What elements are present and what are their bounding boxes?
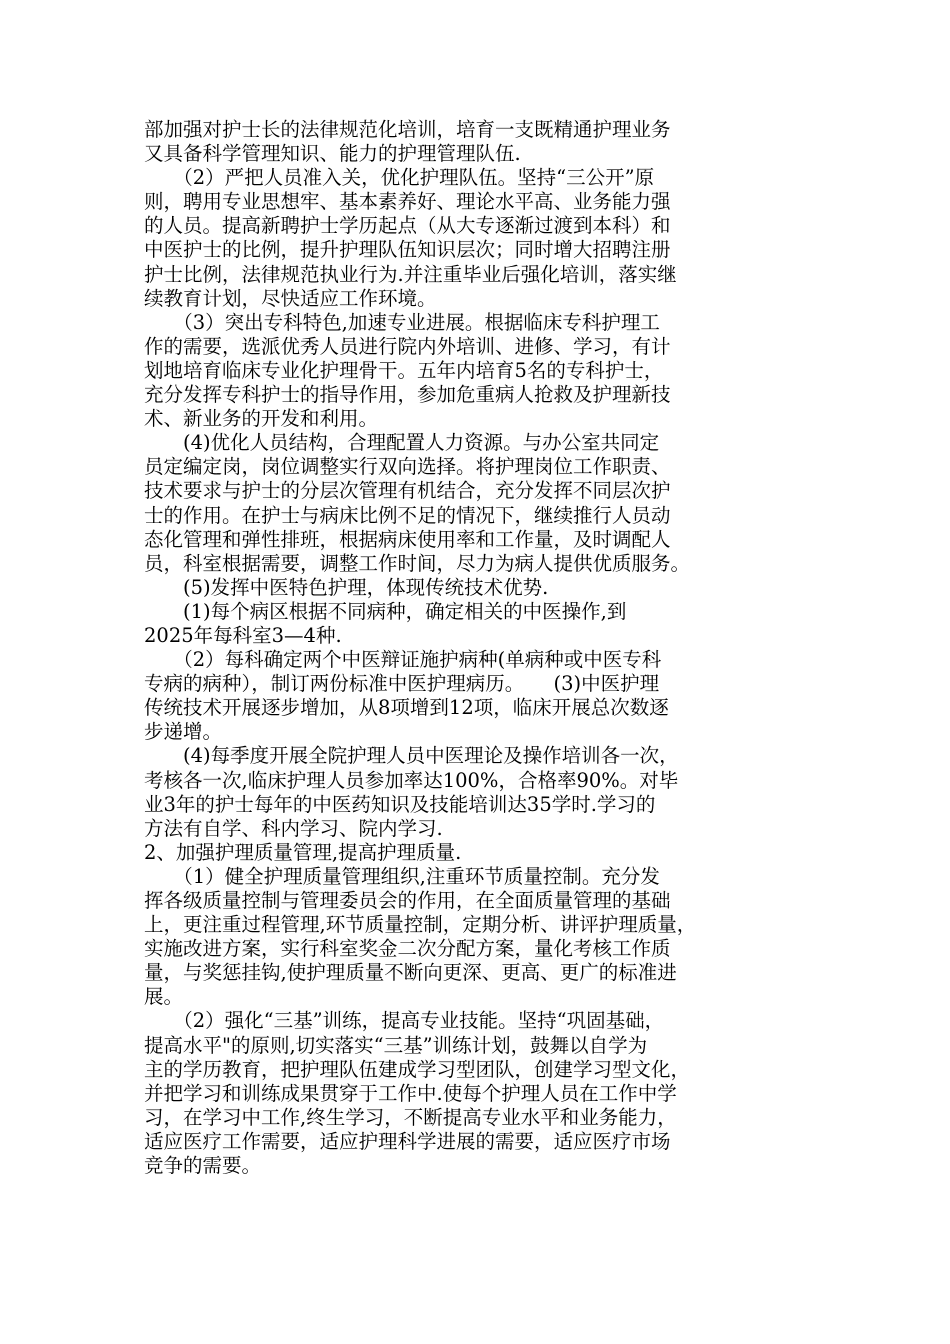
text-line: 传统技术开展逐步增加，从8项增到12项，临床开展总次数逐 (144, 696, 669, 720)
text-line: 2、加强护理质量管理,提高护理质量. (144, 840, 462, 864)
text-line: 又具备科学管理知识、能力的护理管理队伍. (144, 142, 521, 166)
text-line: 态化管理和弹性排班，根据病床使用率和工作量，及时调配人 (144, 527, 671, 551)
text-line: 竞争的需要。 (144, 1154, 262, 1178)
text-line: 员定编定岗，岗位调整实行双向选择。将护理岗位工作职责、 (144, 455, 671, 479)
text-line: （3）突出专科特色,加速专业进展。根据临床专科护理工 (144, 310, 660, 334)
text-line: （2）强化“三基”训练，提高专业技能。坚持“巩固基础， (144, 1009, 665, 1033)
text-line: (1)每个病区根据不同病种，确定相关的中医操作,到 (144, 599, 627, 623)
text-line: (5)发挥中医特色护理，体现传统技术优势. (144, 575, 549, 599)
text-line: 充分发挥专科护士的指导作用，参加危重病人抢救及护理新技 (144, 383, 671, 407)
text-line: 步递增。 (144, 720, 223, 744)
text-line: 专病的病种），制订两份标准中医护理病历。 (3)中医护理 (144, 672, 660, 696)
text-line: 员，科室根据需要，调整工作时间，尽力为病人提供优质服务。 (144, 551, 691, 575)
text-line: 士的作用。在护士与病床比例不足的情况下，继续推行人员动 (144, 503, 671, 527)
text-line: 适应医疗工作需要，适应护理科学进展的需要，适应医疗市场 (144, 1129, 671, 1153)
text-line: 提高水平"的原则,切实落实“三基”训练计划，鼓舞以自学为 (144, 1033, 648, 1057)
text-line: 术、新业务的开发和利用。 (144, 407, 379, 431)
text-line: 实施改进方案，实行科室奖金二次分配方案，量化考核工作质 (144, 937, 671, 961)
text-line: 作的需要，选派优秀人员进行院内外培训、进修、学习，有计 (144, 334, 671, 358)
document-body (144, 118, 814, 1178)
text-line: 续教育计划，尽快适应工作环境。 (144, 286, 437, 310)
text-line: 划地培育临床专业化护理骨干。五年内培育5名的专科护士， (144, 358, 664, 382)
text-line: 方法有自学、科内学习、院内学习. (144, 816, 443, 840)
text-line: （2）严把人员准入关，优化护理队伍。坚持“三公开”原 (144, 166, 655, 190)
text-line: 挥各级质量控制与管理委员会的作用，在全面质量管理的基础 (144, 889, 671, 912)
text-line: (4)每季度开展全院护理人员中医理论及操作培训各一次， (144, 744, 679, 768)
text-line: 展。 (144, 985, 184, 1009)
text-line: 考核各一次,临床护理人员参加率达100%，合格率90%。对毕 (144, 768, 679, 792)
text-line: 业3年的护士每年的中医药知识及技能培训达35学时.学习的 (144, 792, 656, 816)
text-line: 技术要求与护士的分层次管理有机结合，充分发挥不同层次护 (144, 479, 671, 503)
text-line: （1）健全护理质量管理组织,注重环节质量控制。充分发 (144, 864, 660, 888)
text-line: 部加强对护士长的法律规范化培训，培育一支既精通护理业务 (144, 118, 671, 141)
text-line: 则，聘用专业思想牢、基本素养好、理论水平高、业务能力强 (144, 190, 671, 214)
text-line: 并把学习和训练成果贯穿于工作中.使每个护理人员在工作中学 (144, 1081, 677, 1105)
text-line: 量，与奖惩挂钩,使护理质量不断向更深、更高、更广的标准进 (144, 961, 677, 985)
text-line: 主的学历教育，把护理队伍建成学习型团队，创建学习型文化， (144, 1057, 691, 1081)
text-line: （2）每科确定两个中医辩证施护病种(单病种或中医专科 (144, 648, 662, 672)
text-line: 2025年每科室3—4种. (144, 623, 342, 647)
text-line: 的人员。提高新聘护士学历起点（从大专逐渐过渡到本科）和 (144, 214, 671, 238)
text-line: 护士比例，法律规范执业行为.并注重毕业后强化培训，落实继 (144, 262, 677, 286)
text-line: 中医护士的比例，提升护理队伍知识层次；同时增大招聘注册 (144, 238, 671, 262)
text-line: 习，在学习中工作,终生学习，不断提高专业水平和业务能力， (144, 1105, 677, 1129)
text-line: 上，更注重过程管理,环节质量控制，定期分析、讲评护理质量， (144, 913, 697, 937)
text-line: (4)优化人员结构，合理配置人力资源。与办公室共同定 (144, 431, 660, 455)
